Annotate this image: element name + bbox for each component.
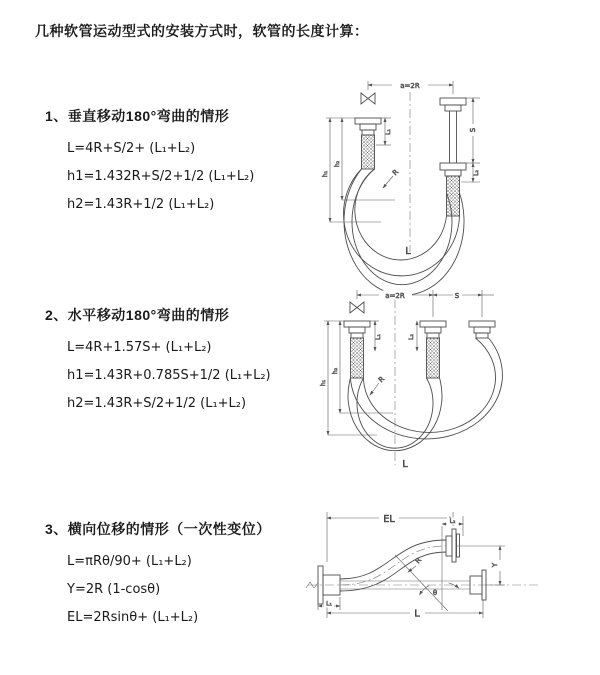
dim-label-h2: h₂ <box>334 160 341 168</box>
dim-label-l2: L₂ <box>449 518 456 525</box>
section-lateral-displacement <box>45 519 271 632</box>
braided-hose-section <box>351 338 364 378</box>
section-1-heading: 1、垂直移动180°弯曲的情形 <box>45 108 230 124</box>
section-horizontal-movement <box>45 305 271 418</box>
hose-u-curves <box>344 169 464 295</box>
dim-label-a2r: a=2R <box>385 292 405 300</box>
formula-length: L=4R+S/2+ (L₁+L₂) <box>67 141 196 156</box>
angle-theta-label: θ <box>432 589 438 597</box>
section-2-heading: 2、水平移动180°弯曲的情形 <box>45 307 230 323</box>
braided-hose-section <box>362 135 375 169</box>
upper-right-flange <box>446 529 460 562</box>
dim-label-el: EL <box>383 514 395 525</box>
dim-label-h1: h₁ <box>322 170 329 178</box>
formula-y: Y=2R (1-cosθ) <box>67 582 161 597</box>
radius-label: R <box>413 556 424 566</box>
dim-label-l1: L₁ <box>375 334 382 340</box>
formula-h1: h1=1.43R+0.785S+1/2 (L₁+L₂) <box>67 368 271 383</box>
right-pipe <box>440 98 466 216</box>
left-pipe <box>344 302 370 378</box>
dim-label-s: S <box>454 292 460 300</box>
radius-label: R <box>391 168 401 178</box>
left-pipe <box>355 93 381 169</box>
formula-el: EL=2Rsinθ+ (L₁+L₂) <box>67 610 199 625</box>
valve-icon <box>361 93 375 104</box>
hose-u-curves <box>348 338 502 451</box>
dim-label-s: S <box>469 127 477 133</box>
diagram-horizontal-180-bend <box>315 283 600 473</box>
dim-label-a2r: a=2R <box>400 82 420 90</box>
dim-label-l1: L₁ <box>385 129 392 135</box>
length-label: L <box>405 246 411 257</box>
dim-label-l2: L₂ <box>408 334 415 340</box>
displaced-hose-curve <box>340 540 446 591</box>
pipe-break-mark <box>306 582 318 588</box>
dim-label-h1: h₁ <box>320 379 327 387</box>
formula-length: L=πRθ/90+ (L₁+L₂) <box>67 554 192 569</box>
radius-label: R <box>377 375 387 385</box>
middle-pipe <box>420 321 446 378</box>
dim-label-l1: L₁ <box>326 600 332 608</box>
diagram-vertical-180-bend <box>315 72 600 257</box>
dimensions <box>318 512 505 620</box>
section-3-heading: 3、横向位移的情形（一次性变位） <box>45 521 271 537</box>
formula-length: L=4R+1.57S+ (L₁+L₂) <box>67 340 212 355</box>
construction-lines <box>395 526 448 611</box>
formula-h2: h2=1.43R+1/2 (L₁+L₂) <box>67 197 215 212</box>
dim-label-l2: L₂ <box>473 170 480 176</box>
valve-icon <box>350 302 364 313</box>
length-label: L <box>402 459 408 470</box>
braided-hose-section <box>427 338 440 378</box>
diagram-lateral-displacement <box>300 498 600 658</box>
section-vertical-movement <box>45 106 254 219</box>
formula-h2: h2=1.43R+S/2+1/2 (L₁+L₂) <box>67 396 247 411</box>
page-title: 几种软管运动型式的安装方式时，软管的长度计算： <box>35 23 369 39</box>
right-pipe <box>469 321 495 338</box>
dim-label-h2: h₂ <box>332 367 339 375</box>
dim-label-y: Y <box>491 562 499 568</box>
braided-hose-section <box>447 176 460 216</box>
dimensions <box>320 290 494 470</box>
formula-h1: h1=1.432R+S/2+1/2 (L₁+L₂) <box>67 169 255 184</box>
dim-label-l: L <box>414 608 420 620</box>
